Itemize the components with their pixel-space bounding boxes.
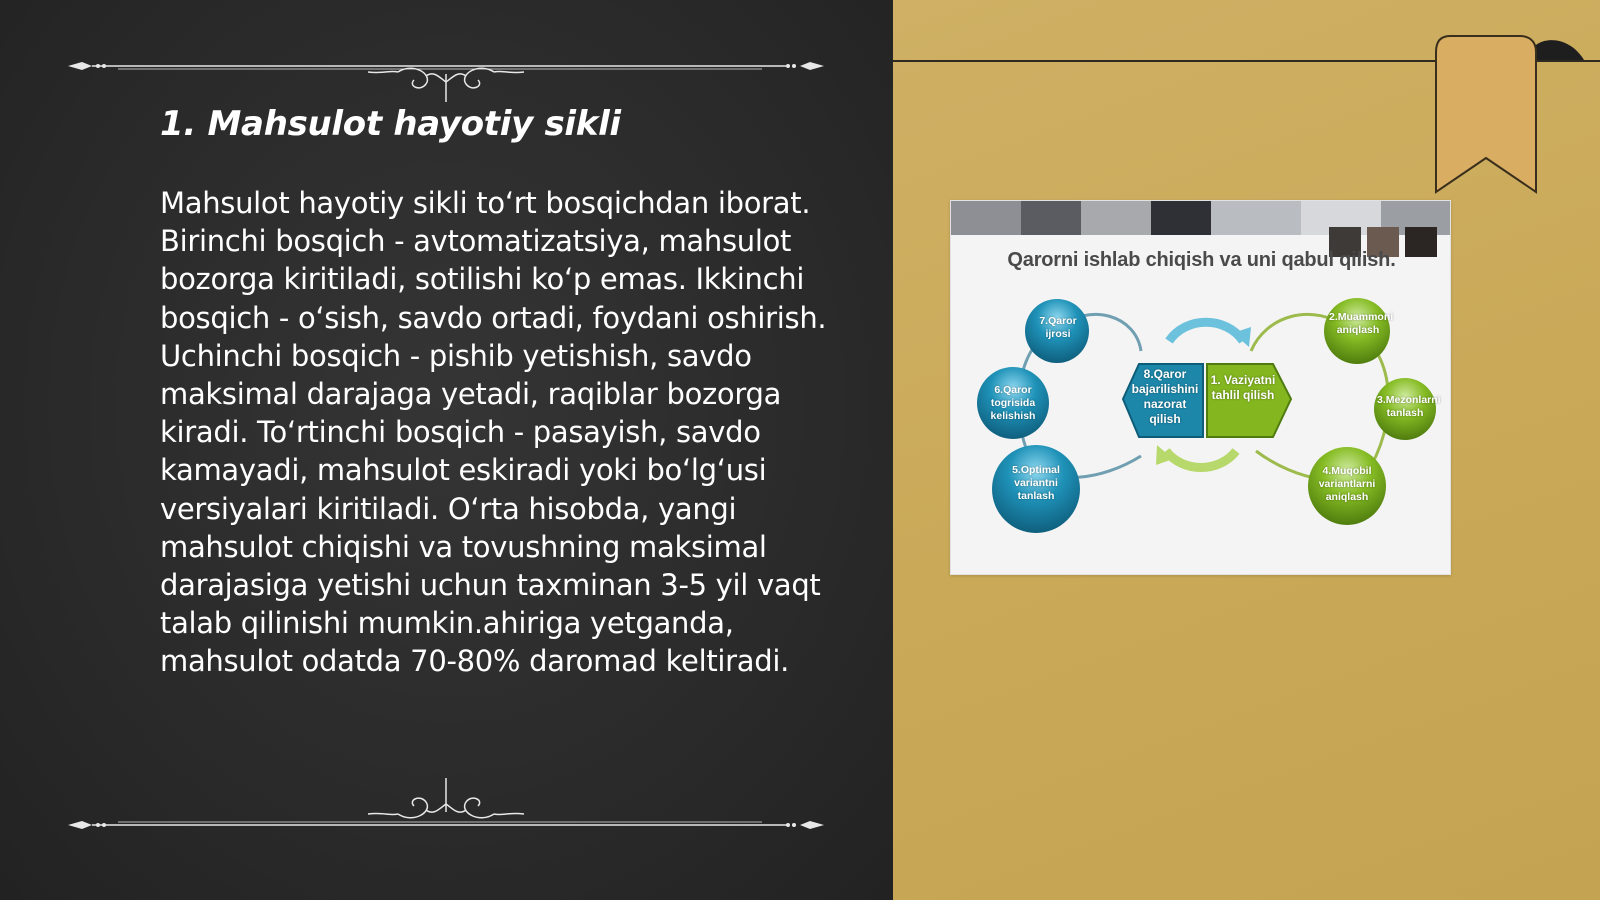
node-5-optimal-variant: 5.Optimal variantni tanlash [1012, 464, 1060, 502]
node-7-qaror-ijrosi: 7.Qaror ijrosi [1039, 315, 1077, 340]
node-8-nazorat: 8.Qaror bajarilishini nazorat qilish [1131, 367, 1199, 426]
node-2-muammo: 2.Muammoni aniqlash [1329, 311, 1394, 336]
node-1-vaziyat-tahlil: 1. Vaziyatni tahlil qilish [1210, 373, 1276, 402]
bookmark-ribbon-icon [1428, 34, 1588, 204]
slide-title: 1. Mahsulot hayotiy sikli [160, 104, 621, 144]
top-ornament-divider [68, 52, 824, 112]
bottom-ornament-divider [68, 770, 824, 830]
diagram-title: Qarorni ishlab chiqish va uni qabul qilish. [1007, 249, 1396, 271]
node-6-qaror-kelishish: 6.Qaror togrisida kelishish [990, 384, 1036, 422]
node-4-muqobil-variantlar: 4.Muqobil variantlarni aniqlash [1318, 465, 1376, 503]
node-3-mezonlar: 3.Mezonlarni tanlash [1377, 394, 1441, 419]
slide-body-text: Mahsulot hayotiy sikli to‘rt bosqichdan iborat. Birinchi bosqich - avtomatizatsiya, mahsulot bozorga kiritiladi, sotilishi ko‘p emas. Ikkinchi bosqich - o‘sish, savdo ortadi, foydani oshirish. Uchinchi bosqich - pishib yetishish, savdo maksimal darajaga yetadi, raqiblar bozorga kiradi. To‘rtinchi bosqich - pasayish, savdo kamayadi, mahsulot eskiradi yoki bo‘lg‘usi versiyalari kiritiladi. O‘rta hisobda, yangi mahsulot chiqishi va tovushning maksimal darajasiga yetishi uchun taxminan 3-5 yil vaqt talab qilinishi mumkin.ahiriga yetganda, mahsulot odatda 70-80% daromad keltiradi. [160, 186, 827, 679]
decision-cycle-image [950, 200, 1451, 575]
